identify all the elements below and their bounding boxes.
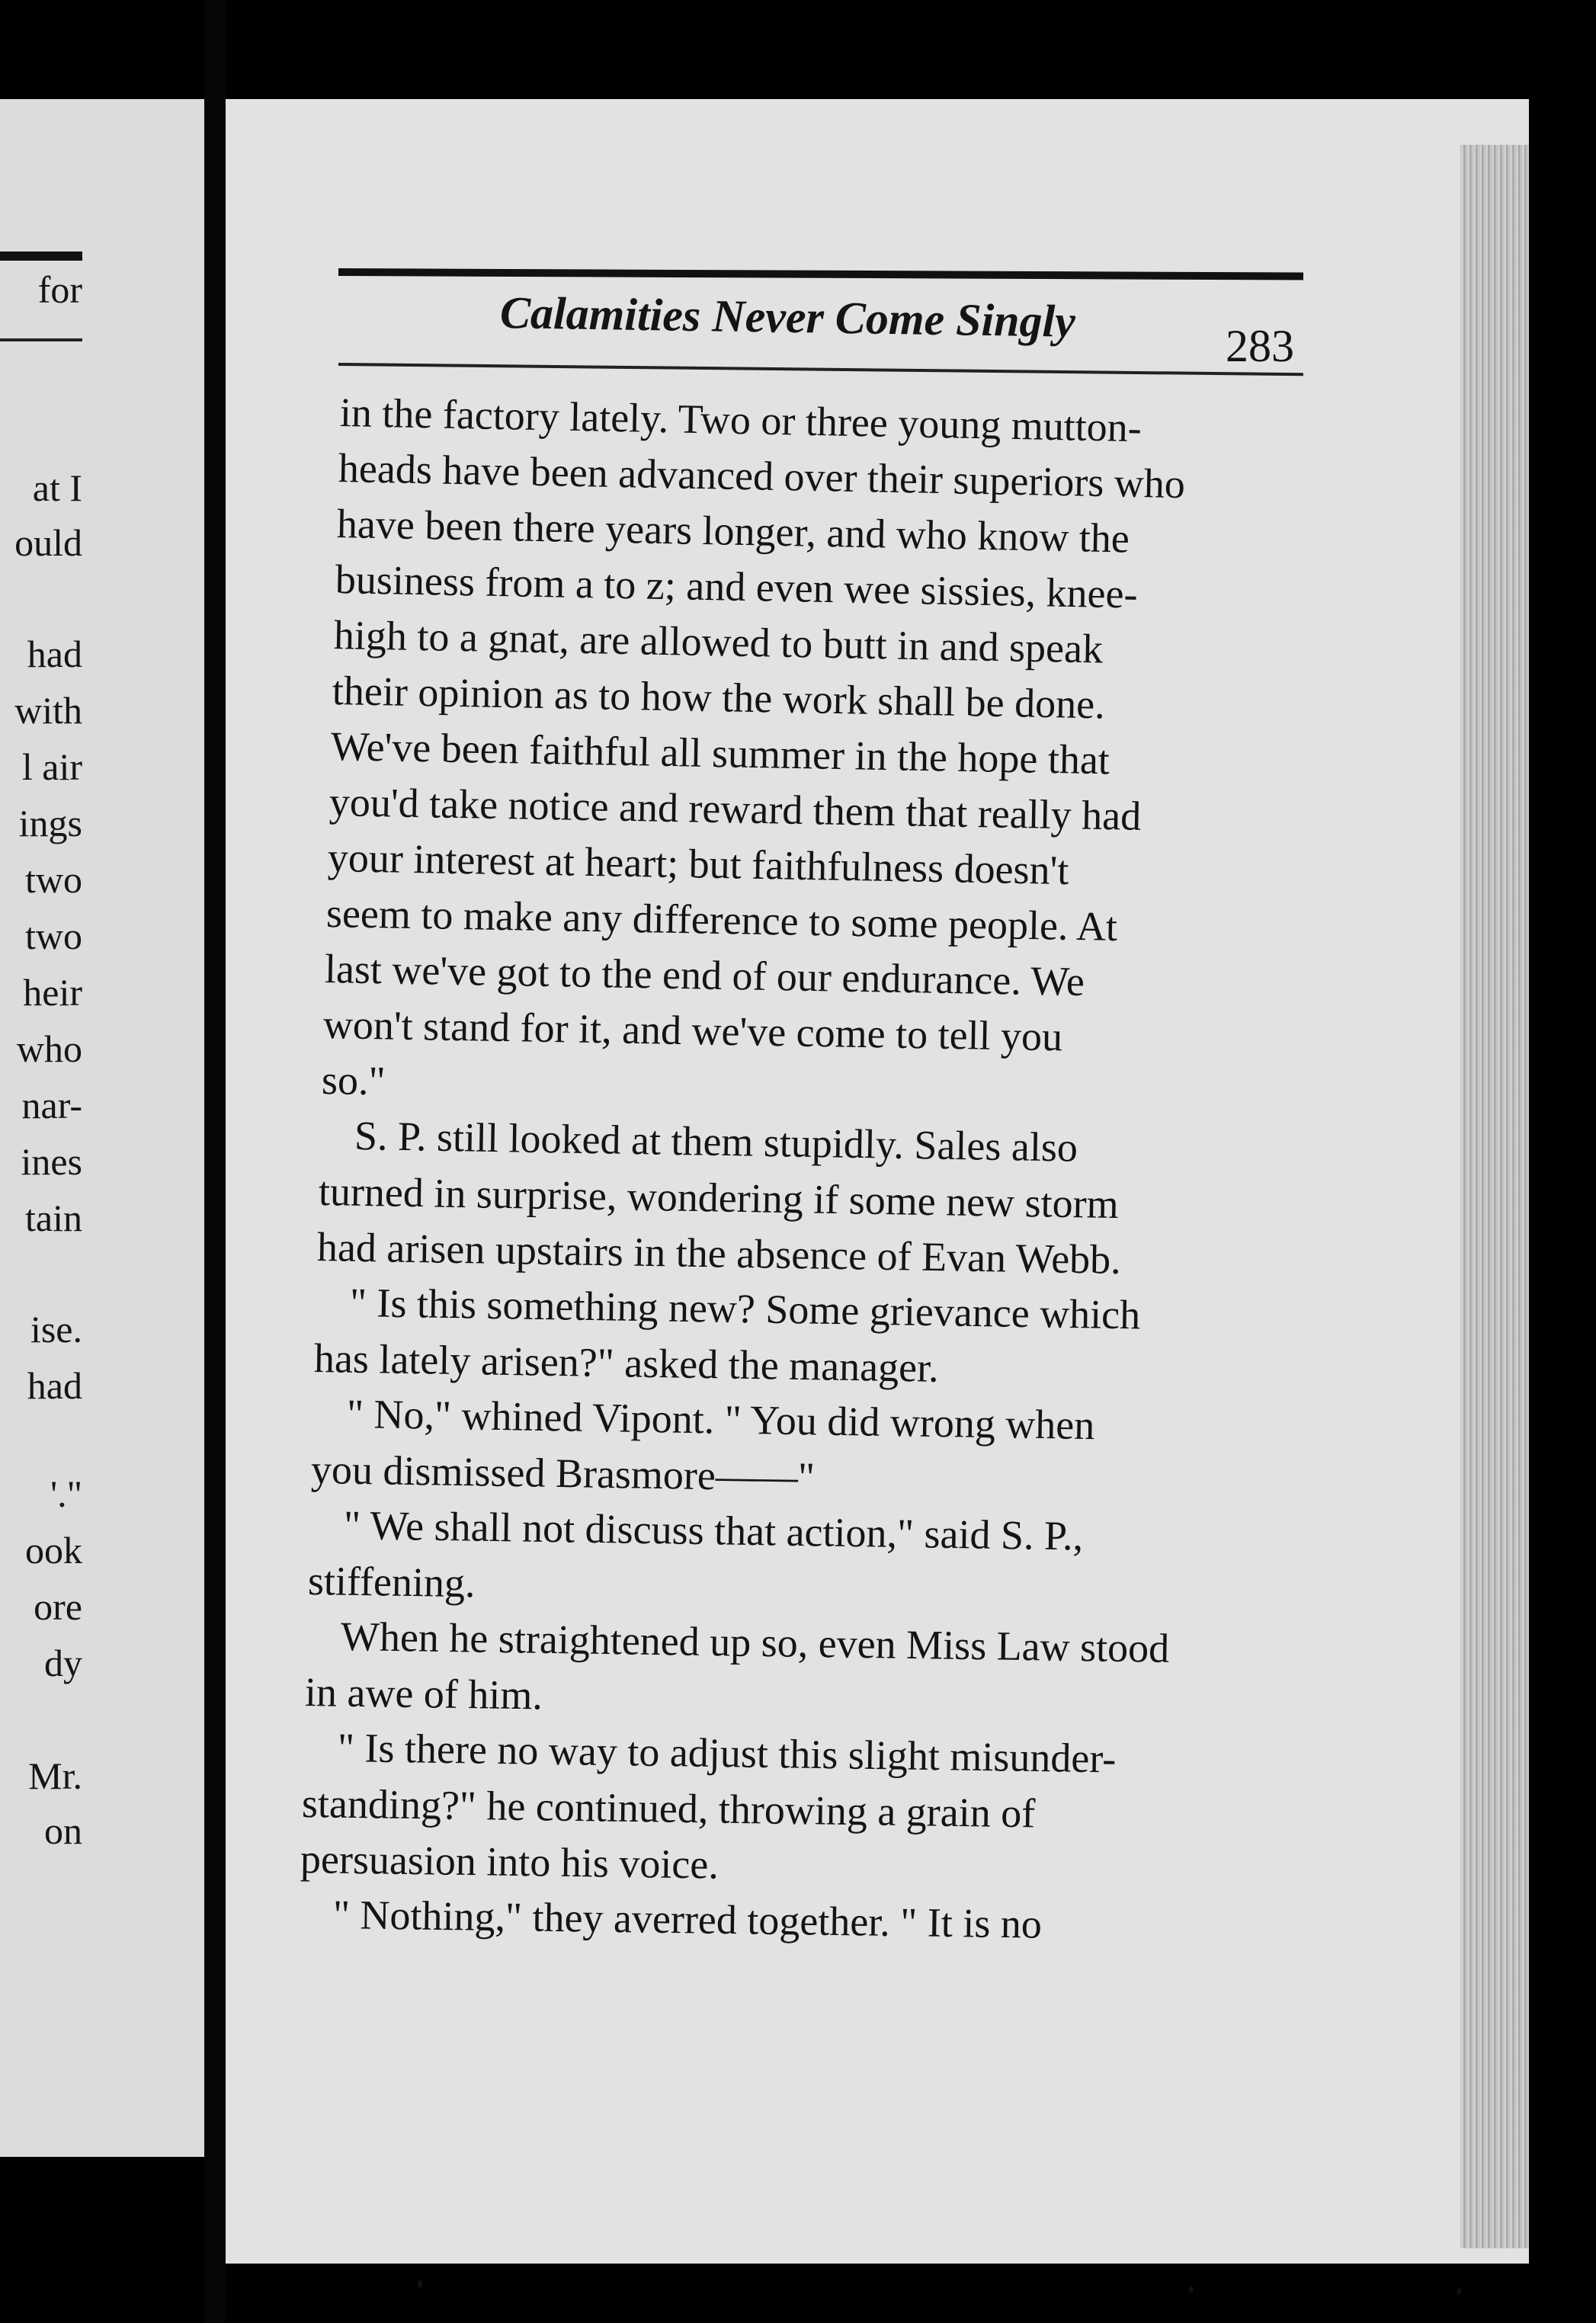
left-page-fragment xyxy=(0,99,204,2157)
body-line: their opinion as to how the work shall be done. xyxy=(332,668,1106,728)
body-line: standing?" he continued, throwing a grain of xyxy=(301,1780,1036,1837)
body-line: had arisen upstairs in the absence of Evan Webb. xyxy=(316,1224,1122,1283)
body-line: stiffening. xyxy=(307,1558,476,1607)
left-page-line: who xyxy=(16,1027,82,1070)
scan-speck xyxy=(1189,2286,1194,2293)
body-line: " Nothing," they averred together. " It is no xyxy=(332,1892,1043,1947)
body-line: " Is this something new? Some grievance which xyxy=(349,1280,1141,1338)
left-page-line: ook xyxy=(25,1529,82,1572)
body-line: you dismissed Brasmore——" xyxy=(310,1447,816,1501)
body-line: so." xyxy=(321,1057,386,1104)
left-page-line: with xyxy=(14,689,82,732)
body-line: in awe of him. xyxy=(304,1669,543,1719)
left-page-line: for xyxy=(37,268,82,311)
body-line: your interest at heart; but faithfulness doesn't xyxy=(327,835,1069,894)
body-line: turned in surprise, wondering if some new storm xyxy=(318,1168,1120,1228)
body-line: seem to make any difference to some people. At xyxy=(325,890,1118,950)
left-page-line: ings xyxy=(18,802,82,844)
body-line: heads have been advanced over their superiors who xyxy=(338,445,1186,508)
left-page-line: l air xyxy=(21,745,82,788)
left-page-line: had xyxy=(27,633,82,675)
page-number: 283 xyxy=(1226,321,1294,371)
body-line: you'd take notice and reward them that really had xyxy=(328,779,1142,839)
left-page-line: had xyxy=(27,1364,82,1407)
body-line: in the factory lately. Two or three young mutton- xyxy=(339,389,1143,451)
page-edges xyxy=(1460,145,1529,2248)
body-line: last we've got to the end of our endurance. We xyxy=(324,946,1085,1005)
body-line: persuasion into his voice. xyxy=(300,1836,719,1888)
body-line: won't stand for it, and we've come to tell you xyxy=(322,1001,1063,1060)
left-header-rule-thick xyxy=(0,252,82,261)
body-line: " No," whined Vipont. " You did wrong when xyxy=(346,1391,1095,1449)
left-page-line: two xyxy=(25,858,82,901)
body-line: " We shall not discuss that action," said S. P., xyxy=(343,1502,1084,1559)
left-page-line: Mr. xyxy=(28,1754,82,1797)
left-page-line: tain xyxy=(25,1197,82,1239)
left-page-line: ould xyxy=(14,521,82,564)
left-page-line: ines xyxy=(21,1140,82,1183)
header-rule-top xyxy=(338,268,1303,280)
body-line: When he straightened up so, even Miss Law stood xyxy=(340,1613,1170,1671)
book-gutter xyxy=(204,0,226,2323)
left-header-rule-thin xyxy=(0,338,82,341)
left-page-line: nar- xyxy=(21,1084,82,1126)
left-page-line: '." xyxy=(50,1472,82,1515)
body-line: business from a to z; and even wee sissies, knee- xyxy=(335,556,1139,617)
left-page-line: at I xyxy=(32,466,82,509)
scan-speck xyxy=(1457,2288,1461,2295)
body-line: " Is there no way to adjust this slight misunder- xyxy=(337,1725,1117,1782)
left-page-line: two xyxy=(25,915,82,957)
left-page-line: on xyxy=(44,1809,82,1852)
body-line: high to a gnat, are allowed to butt in and speak xyxy=(333,612,1104,672)
body-line: We've been faithful all summer in the hope that xyxy=(330,723,1110,783)
body-line: has lately arisen?" asked the manager. xyxy=(313,1335,940,1391)
left-page-line: dy xyxy=(44,1642,82,1684)
header-rule-bottom xyxy=(338,363,1303,376)
right-page xyxy=(226,99,1529,2264)
scan-speck xyxy=(418,2280,422,2288)
left-page-line: ise. xyxy=(30,1308,82,1351)
left-page-line: ore xyxy=(34,1585,82,1628)
body-line: S. P. still looked at them stupidly. Sales also xyxy=(354,1113,1078,1171)
left-page-line: heir xyxy=(23,971,82,1014)
body-line: have been there years longer, and who know the xyxy=(336,501,1130,562)
running-title: Calamities Never Come Singly xyxy=(499,287,1076,347)
